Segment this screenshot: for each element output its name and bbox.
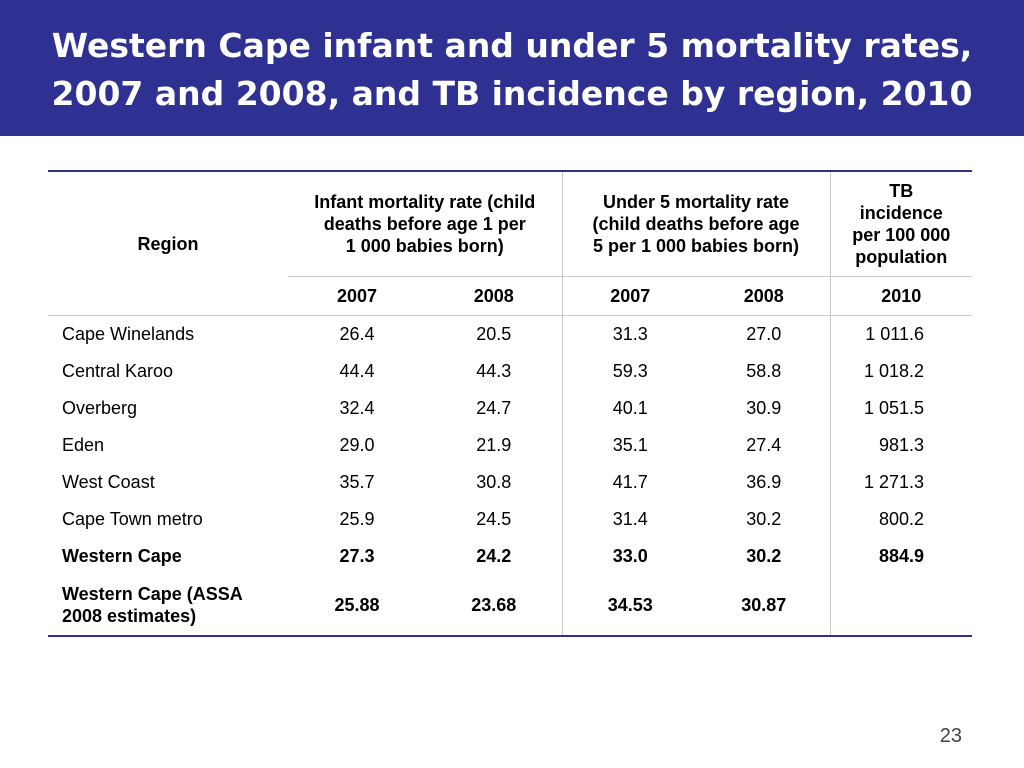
table-row [48, 427, 972, 464]
table-row [48, 353, 972, 390]
header-tb-line-4: population [855, 247, 948, 267]
value-cell: 884.9 [830, 538, 972, 575]
value-cell: 27.4 [746, 435, 782, 455]
region-line-1: Western Cape (ASSA [62, 584, 243, 604]
region-line-2: 2008 estimates) [62, 606, 197, 626]
header-under5-mortality [562, 171, 830, 277]
mortality-table-container [48, 170, 972, 637]
table-row [48, 464, 972, 501]
year-tb-2010: 2010 [830, 277, 972, 316]
value-cell: 33.0 [562, 538, 698, 575]
value-cell: 1 271.3 [830, 464, 972, 501]
header-under5-line-3: 5 per 1 000 babies born) [592, 236, 800, 256]
value-cell: 26.4 [339, 324, 375, 344]
value-cell: 29.0 [339, 435, 375, 455]
value-cell: 23.68 [471, 595, 517, 615]
region-cell: Cape Town metro [62, 509, 203, 529]
slide-title-line-1: Western Cape infant and under 5 mortality rates, [51, 26, 973, 65]
table-row [48, 390, 972, 427]
value-cell: 44.3 [476, 361, 512, 381]
value-cell: 30.2 [746, 546, 782, 566]
header-infant-line-3: 1 000 babies born) [345, 236, 504, 256]
value-cell: 25.9 [339, 509, 375, 529]
value-cell: 31.4 [562, 501, 698, 538]
value-cell [830, 575, 972, 636]
region-cell [48, 575, 288, 636]
value-cell: 27.0 [746, 324, 782, 344]
value-cell: 36.9 [746, 472, 782, 492]
region-cell: Cape Winelands [62, 324, 195, 344]
value-cell: 41.7 [562, 464, 698, 501]
header-under5-line-1: Under 5 mortality rate [602, 192, 790, 212]
value-cell: 981.3 [830, 427, 972, 464]
year-infant-2007: 2007 [288, 277, 426, 316]
value-cell: 24.7 [476, 398, 512, 418]
value-cell: 800.2 [830, 501, 972, 538]
value-cell: 35.7 [339, 472, 375, 492]
header-tb-line-3: per 100 000 [852, 225, 951, 245]
title-banner [0, 0, 1024, 136]
header-tb-line-2: incidence [859, 203, 943, 223]
value-cell: 34.53 [562, 575, 698, 636]
header-under5-line-2: (child deaths before age [592, 214, 800, 234]
region-cell: Western Cape [62, 546, 182, 566]
slide-title-line-2: 2007 and 2008, and TB incidence by region, 2010 [51, 74, 973, 113]
value-cell: 59.3 [562, 353, 698, 390]
header-row-groups [48, 171, 972, 277]
value-cell: 30.2 [746, 509, 782, 529]
year-under5-2008: 2008 [698, 277, 830, 316]
region-cell: Overberg [62, 398, 138, 418]
table-row-assa-estimates [48, 575, 972, 636]
table-row [48, 316, 972, 354]
value-cell: 24.5 [476, 509, 512, 529]
value-cell: 35.1 [562, 427, 698, 464]
value-cell: 25.88 [334, 595, 380, 615]
value-cell: 32.4 [339, 398, 375, 418]
header-infant-mortality [288, 171, 562, 277]
value-cell: 21.9 [476, 435, 512, 455]
value-cell: 31.3 [562, 316, 698, 354]
page-number: 23 [939, 725, 962, 747]
value-cell: 30.8 [476, 472, 512, 492]
header-tb-line-1: TB [889, 181, 914, 201]
year-infant-2008: 2008 [426, 277, 562, 316]
region-cell: Central Karoo [62, 361, 174, 381]
year-under5-2007: 2007 [562, 277, 698, 316]
header-infant-line-1: Infant mortality rate (child [314, 192, 536, 212]
value-cell: 40.1 [562, 390, 698, 427]
region-cell: West Coast [62, 472, 155, 492]
value-cell: 24.2 [476, 546, 512, 566]
mortality-table [48, 170, 972, 637]
value-cell: 30.9 [746, 398, 782, 418]
table-row-total [48, 538, 972, 575]
value-cell: 1 011.6 [830, 316, 972, 354]
header-region: Region [137, 233, 199, 254]
slide-title [0, 22, 1024, 118]
table-row [48, 501, 972, 538]
value-cell: 30.87 [741, 595, 787, 615]
value-cell: 1 051.5 [830, 390, 972, 427]
region-cell: Eden [62, 435, 105, 455]
value-cell: 27.3 [339, 546, 375, 566]
value-cell: 44.4 [339, 361, 375, 381]
value-cell: 20.5 [476, 324, 512, 344]
header-tb-incidence [830, 171, 972, 277]
header-infant-line-2: deaths before age 1 per [323, 214, 526, 234]
value-cell: 58.8 [746, 361, 782, 381]
value-cell: 1 018.2 [830, 353, 972, 390]
